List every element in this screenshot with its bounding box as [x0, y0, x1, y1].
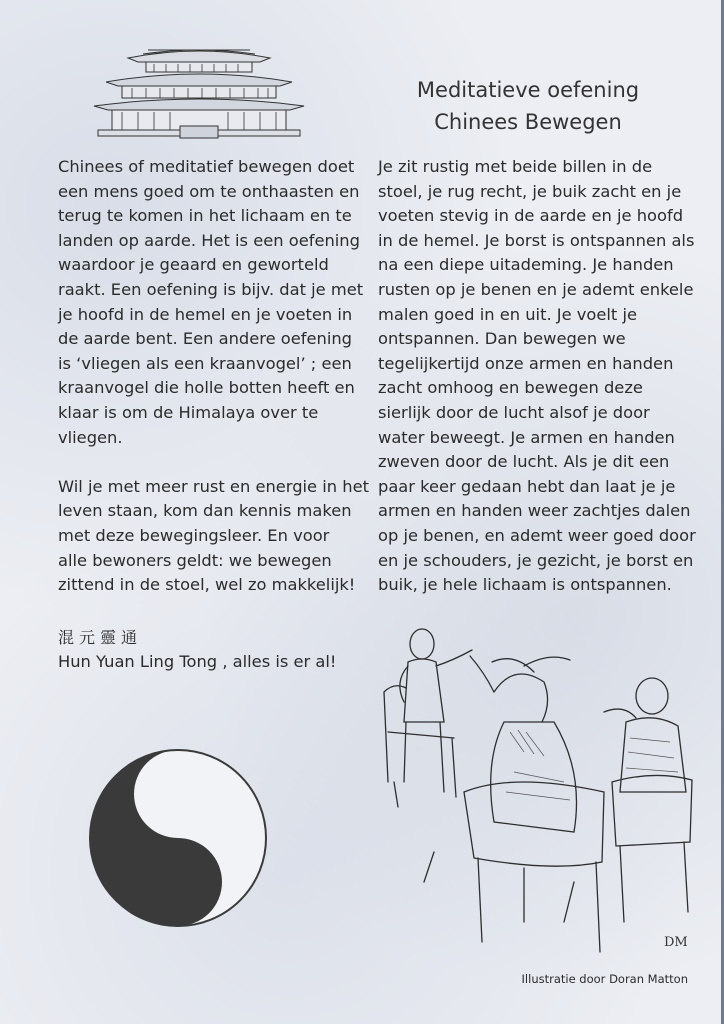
- text-line: zweven door de lucht. Als je dit een: [378, 452, 670, 472]
- text-line: Je zit rustig met beide billen in de: [378, 157, 653, 176]
- text-line: is ‘vliegen als een kraanvogel’ ; een: [58, 353, 352, 373]
- text-line: zacht omhoog en bewegen deze: [378, 378, 643, 398]
- text-line: alle bewoners geldt: we bewegen: [58, 550, 332, 570]
- text-line: kraanvogel die holle botten heeft en: [58, 378, 355, 398]
- page-title: [378, 74, 678, 138]
- paragraph-spacer: [58, 450, 368, 475]
- chinese-characters: 混元靈通: [58, 628, 143, 647]
- text-line: tegelijkertijd onze armen en handen: [378, 353, 674, 373]
- text-line: waardoor je geaard en geworteld: [58, 255, 329, 275]
- illustration-caption: Illustratie door Doran Matton: [521, 972, 688, 986]
- text-line: landen op aarde. Het is een oefening: [58, 230, 360, 250]
- text-line: vliegen.: [58, 427, 123, 447]
- text-line: de aarde bent. Een andere oefening: [58, 329, 353, 349]
- title-line-2: Chinees Bewegen: [434, 110, 622, 134]
- left-text-column: [58, 155, 368, 598]
- text-line: rusten op je benen en je ademt enkele: [378, 279, 694, 299]
- text-line: terug te komen in het lichaam en te: [58, 206, 352, 226]
- signature-mark: DM: [664, 935, 688, 950]
- text-line: sierlijk door de lucht alsof je door: [378, 402, 650, 422]
- text-line: en je schouders, je gezicht, je borst en: [378, 550, 694, 570]
- text-line: stoel, je rug recht, je buik zacht en je: [378, 181, 682, 201]
- text-line: raakt. Een oefening is bijv. dat je met: [58, 279, 364, 299]
- text-line: klaar is om de Himalaya over te: [58, 402, 319, 422]
- exercise-paragraph: [378, 155, 703, 598]
- text-line: paar keer gedaan hebt dan laat je je: [378, 476, 676, 496]
- text-line: op je benen, en ademt weer goed door: [378, 525, 696, 545]
- temple-illustration: [88, 40, 310, 140]
- text-line: je hoofd in de hemel en je voeten in: [58, 304, 353, 324]
- text-line: malen goed in en uit. Je voelt je: [378, 304, 638, 324]
- text-line: zittend in de stoel, wel zo makkelijk!: [58, 575, 356, 595]
- right-text-column: [378, 155, 703, 598]
- text-line: voeten stevig in de aarde en je hoofd: [378, 206, 684, 226]
- people-exercising-illustration: [374, 622, 704, 962]
- text-line: armen en handen weer zachtjes dalen: [378, 501, 691, 521]
- text-line: een mens goed om te onthaasten en: [58, 181, 360, 201]
- text-line: met deze bewegingsleer. En voor: [58, 525, 330, 545]
- invitation-paragraph: [58, 475, 368, 598]
- motto-text: Hun Yuan Ling Tong , alles is er al!: [58, 652, 337, 671]
- intro-paragraph: [58, 155, 368, 450]
- text-line: Chinees of meditatief bewegen doet: [58, 157, 355, 176]
- title-line-1: Meditatieve oefening: [416, 78, 640, 102]
- text-line: na een diepe uitademing. Je handen: [378, 255, 674, 275]
- text-line: in de hemel. Je borst is ontspannen als: [378, 230, 695, 250]
- text-line: leven staan, kom dan kennis maken: [58, 501, 352, 521]
- text-line: water beweegt. Je armen en handen: [378, 427, 675, 447]
- text-line: ontspannen. Dan bewegen we: [378, 329, 626, 349]
- text-line: Wil je met meer rust en energie in het: [58, 476, 369, 496]
- yin-yang-icon: [88, 748, 268, 928]
- text-line: buik, je hele lichaam is ontspannen.: [378, 575, 672, 595]
